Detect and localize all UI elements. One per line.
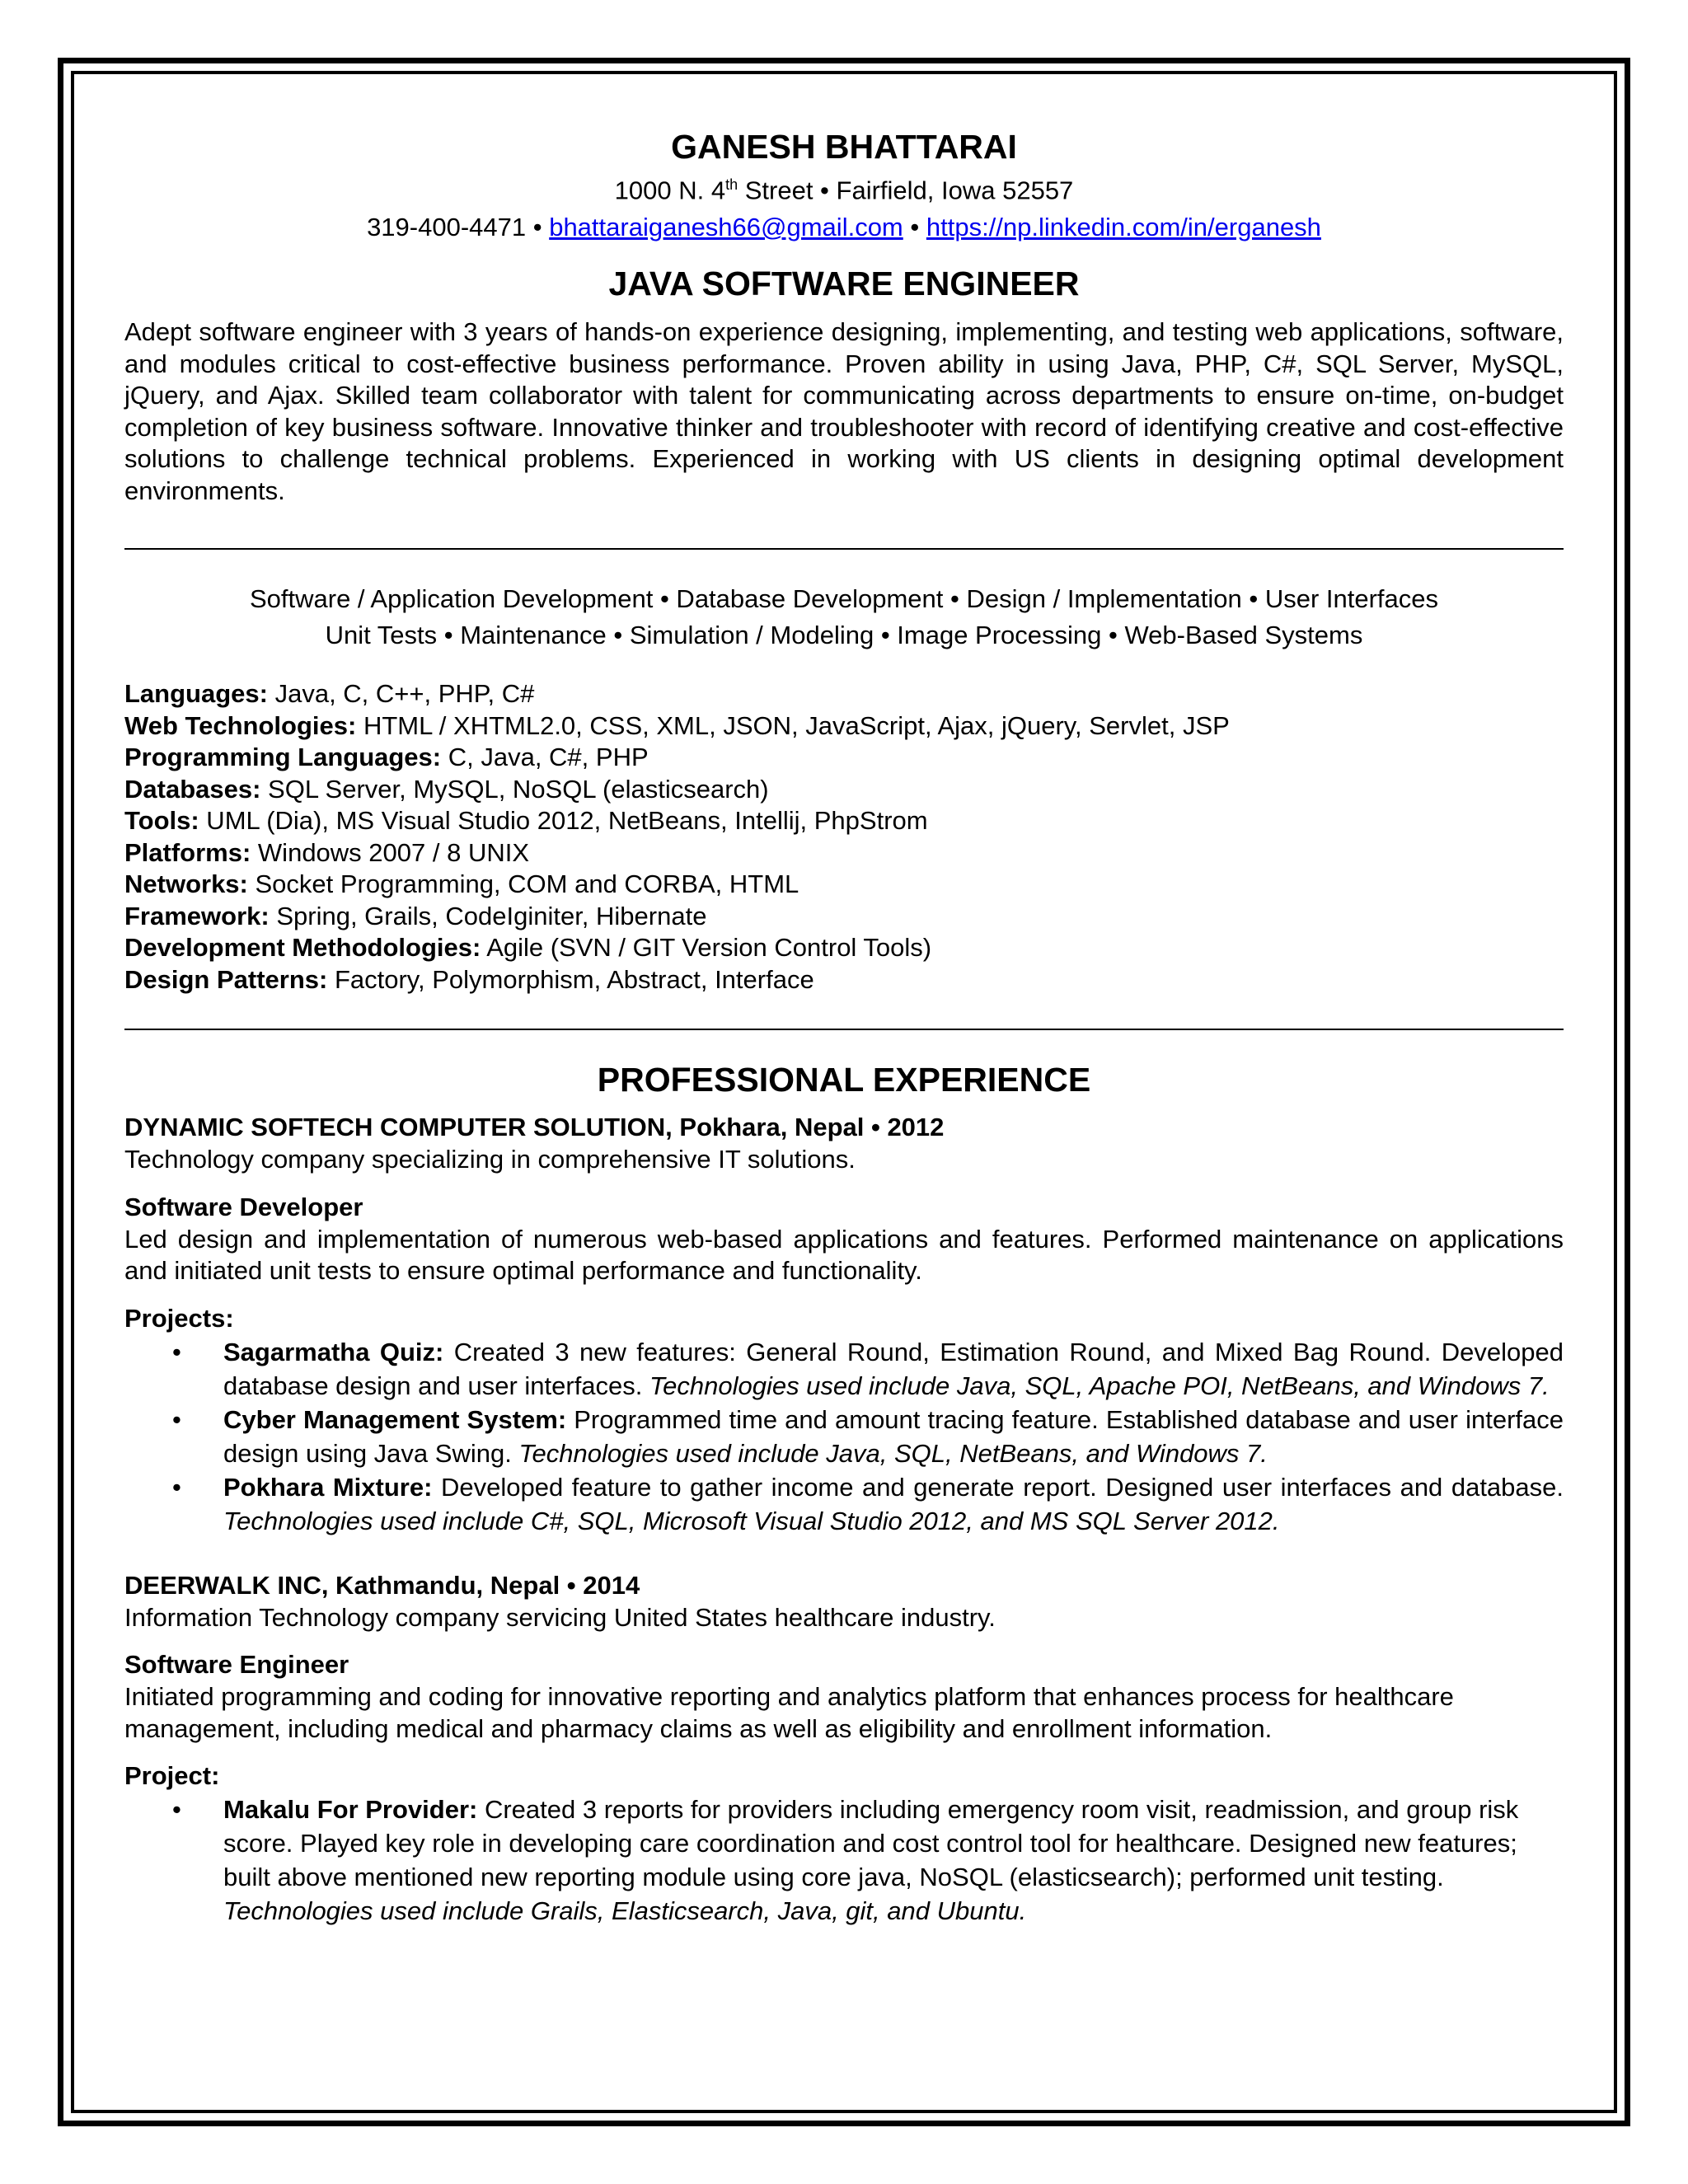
bullet-icon: •: [172, 1795, 181, 1825]
projects-label: Projects:: [124, 1303, 234, 1333]
skill-row: [124, 869, 1564, 901]
bullet-icon: •: [172, 1337, 181, 1366]
role-description: Led design and implementation of numerous web-based applications and features. Performed maintenance on applications and initiated unit tests to ensure optimal performance and functionality.: [124, 1224, 1564, 1286]
job-entry: [124, 1111, 1564, 1538]
project-item: [124, 1793, 1564, 1928]
skill-row: [124, 837, 1564, 869]
skill-row: [124, 805, 1564, 837]
project-name: Cyber Management System:: [223, 1404, 567, 1434]
skill-value: Windows 2007 / 8 UNIX: [251, 837, 530, 867]
summary-paragraph: Adept software engineer with 3 years of hands-on experience designing, implementing, and testing web applications, software, and modules critical to cost-effective business performance. Proven ability in using Java, PHP, C#, SQL Server, MySQL, jQuery, and Ajax. Skilled team collaborator with talent for communicating across departments to ensure on-time, on-budget completion of key business software. Innovative thinker and troubleshooter with record of identifying creative and cost-effective solutions to challenge technical problems. Experienced in working with US clients in designing optimal development environments.: [124, 317, 1564, 505]
contact-separator: •: [903, 213, 926, 242]
job-entry: [124, 1569, 1564, 1929]
bullet-icon: •: [172, 1472, 181, 1502]
projects-label: Project:: [124, 1761, 220, 1791]
role-title: Software Engineer: [124, 1650, 349, 1680]
project-name: Pokhara Mixture:: [223, 1472, 433, 1502]
keywords-line-2: Unit Tests • Maintenance • Simulation / Modeling • Image Processing • Web-Based Systems: [325, 621, 1363, 650]
skill-value: Java, C, C++, PHP, C#: [267, 679, 535, 709]
candidate-name: GANESH BHATTARAI: [671, 128, 1017, 166]
skill-label: Framework:: [124, 901, 270, 930]
skill-value: Agile (SVN / GIT Version Control Tools): [481, 933, 932, 963]
address-line: [124, 166, 1564, 209]
skill-label: Programming Languages:: [124, 743, 442, 772]
project-list: [124, 1793, 1564, 1928]
project-technologies: Technologies used include Java, SQL, NetBeans, and Windows 7.: [518, 1438, 1268, 1468]
company-description: Technology company specializing in comprehensive IT solutions.: [124, 1145, 856, 1174]
skill-label: Development Methodologies:: [124, 933, 481, 963]
project-technologies: Technologies used include C#, SQL, Microsoft Visual Studio 2012, and MS SQL Server 2012.: [223, 1506, 1280, 1535]
project-text: Developed feature to gather income and generate report. Designed user interfaces and database.: [432, 1472, 1564, 1502]
resume: [124, 124, 1564, 1928]
bullet-icon: •: [172, 1404, 181, 1434]
skill-value: SQL Server, MySQL, NoSQL (elasticsearch): [260, 774, 769, 804]
skill-row: [124, 742, 1564, 774]
company-name: DEERWALK INC, Kathmandu, Nepal • 2014: [124, 1570, 640, 1600]
address-number: 1000 N. 4: [614, 176, 726, 205]
project-text: Created 3 reports for providers including emergency room visit, readmission, and group risk score. Played key role in developing care coordination and cost control tool for healthcare. Designed new features; built above mentioned new reporting module using core java, NoSQL (elasticsearch); performed unit testing.: [223, 1795, 1519, 1892]
company-description: Information Technology company servicing United States healthcare industry.: [124, 1602, 996, 1632]
divider: [124, 1029, 1564, 1030]
job-title: JAVA SOFTWARE ENGINEER: [608, 265, 1080, 303]
technical-skills: [124, 678, 1564, 996]
email-link[interactable]: bhattaraiganesh66@gmail.com: [549, 213, 903, 242]
role-description: Initiated programming and coding for innovative reporting and analytics platform that enhances process for healthcare management, including medical and pharmacy claims as well as eligibility and enrollment information.: [124, 1682, 1454, 1743]
project-list: [124, 1335, 1564, 1538]
keywords-line-1: Software / Application Development • Database Development • Design / Implementation • User Interfaces: [249, 584, 1439, 614]
skill-label: Networks:: [124, 869, 248, 899]
company-name: DYNAMIC SOFTECH COMPUTER SOLUTION, Pokhara, Nepal • 2012: [124, 1113, 945, 1142]
address-rest: Street • Fairfield, Iowa 52557: [738, 176, 1074, 205]
divider: [124, 548, 1564, 550]
skill-label: Tools:: [124, 806, 199, 836]
skill-label: Platforms:: [124, 837, 251, 867]
project-name: Makalu For Provider:: [223, 1795, 478, 1825]
project-item: [124, 1470, 1564, 1538]
skill-label: Design Patterns:: [124, 964, 328, 994]
project-item: [124, 1403, 1564, 1470]
skill-row: [124, 932, 1564, 964]
project-text: Programmed time and amount tracing feature. Established database and user interface design using Java Swing.: [223, 1404, 1564, 1468]
project-item: [124, 1335, 1564, 1403]
skill-value: UML (Dia), MS Visual Studio 2012, NetBeans, Intellij, PhpStrom: [199, 806, 928, 836]
skill-label: Languages:: [124, 679, 268, 709]
keywords-block: [124, 581, 1564, 654]
contact-line: [124, 209, 1564, 246]
address-suffix: th: [725, 176, 738, 193]
role-title: Software Developer: [124, 1192, 363, 1221]
skill-row: [124, 678, 1564, 710]
skill-row: [124, 901, 1564, 933]
skill-label: Web Technologies:: [124, 710, 357, 740]
skill-value: Socket Programming, COM and CORBA, HTML: [247, 869, 799, 899]
skill-label: Databases:: [124, 774, 261, 804]
skill-value: Factory, Polymorphism, Abstract, Interface: [327, 964, 814, 994]
project-technologies: Technologies used include Grails, Elasticsearch, Java, git, and Ubuntu.: [223, 1896, 1027, 1926]
project-technologies: Technologies used include Java, SQL, Apache POI, NetBeans, and Windows 7.: [649, 1371, 1550, 1400]
skill-row: [124, 774, 1564, 806]
experience-heading: PROFESSIONAL EXPERIENCE: [597, 1061, 1091, 1099]
skill-value: C, Java, C#, PHP: [441, 743, 649, 772]
linkedin-link[interactable]: https://np.linkedin.com/in/erganesh: [926, 213, 1321, 242]
skill-row: [124, 964, 1564, 996]
skill-value: Spring, Grails, CodeIginiter, Hibernate: [269, 901, 707, 930]
project-name: Sagarmatha Quiz:: [223, 1337, 444, 1366]
project-text: Created 3 new features: General Round, Estimation Round, and Mixed Bag Round. Developed database design and user interfaces.: [223, 1337, 1564, 1400]
phone-number: 319-400-4471 •: [367, 213, 550, 242]
skill-value: HTML / XHTML2.0, CSS, XML, JSON, JavaScript, Ajax, jQuery, Servlet, JSP: [356, 710, 1230, 740]
skill-row: [124, 710, 1564, 743]
